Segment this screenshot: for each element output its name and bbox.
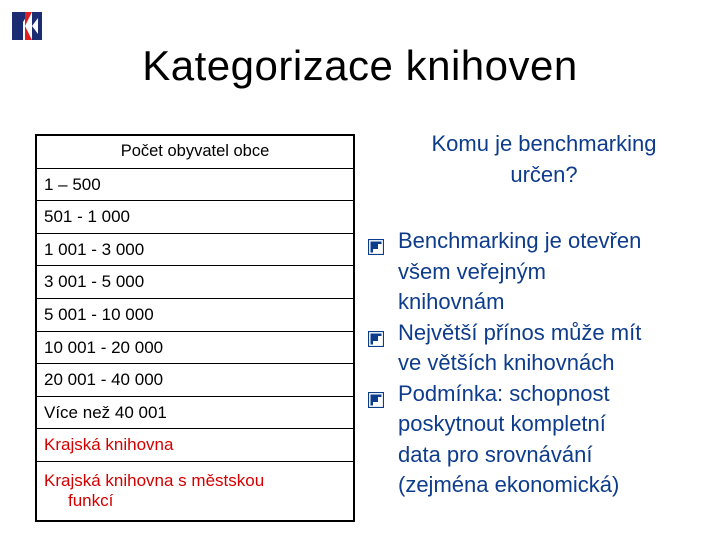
table-row-regional-library: Krajská knihovna — [36, 429, 354, 462]
row-text-line2: funkcí — [68, 490, 114, 510]
bullet-item: Největší přínos může mít ve větších knihovnách — [368, 318, 713, 379]
checkbox-square-icon — [368, 386, 384, 402]
table-row: 5 001 - 10 000 — [36, 298, 354, 331]
table-header: Počet obyvatel obce — [36, 135, 354, 168]
table-row: 1 – 500 — [36, 168, 354, 201]
heading-line2: určen? — [510, 161, 578, 187]
table-row: 501 - 1 000 — [36, 201, 354, 234]
bullet-item: Podmínka: schopnost poskytnout kompletní data pro srovnávání (zejména ekonomická) — [368, 379, 713, 501]
table-row: 20 001 - 40 000 — [36, 364, 354, 397]
table-row: 1 001 - 3 000 — [36, 233, 354, 266]
heading-line1: Komu je benchmarking — [431, 131, 657, 156]
checkbox-square-icon — [368, 233, 384, 249]
slide-title: Kategorizace knihoven — [142, 42, 578, 89]
table-row: 10 001 - 20 000 — [36, 331, 354, 364]
bullet-list — [368, 226, 713, 501]
table-row-regional-library-city — [36, 461, 354, 521]
nk-logo-icon — [12, 12, 42, 40]
table-row: 3 001 - 5 000 — [36, 266, 354, 299]
checkbox-square-icon — [368, 325, 384, 341]
table-row: Více než 40 001 — [36, 396, 354, 429]
right-heading — [368, 129, 720, 191]
row-text-line1: Krajská knihovna s městskou — [44, 471, 265, 491]
category-table — [35, 134, 355, 522]
bullet-item: Benchmarking je otevřen všem veřejným knihovnám — [368, 226, 713, 318]
